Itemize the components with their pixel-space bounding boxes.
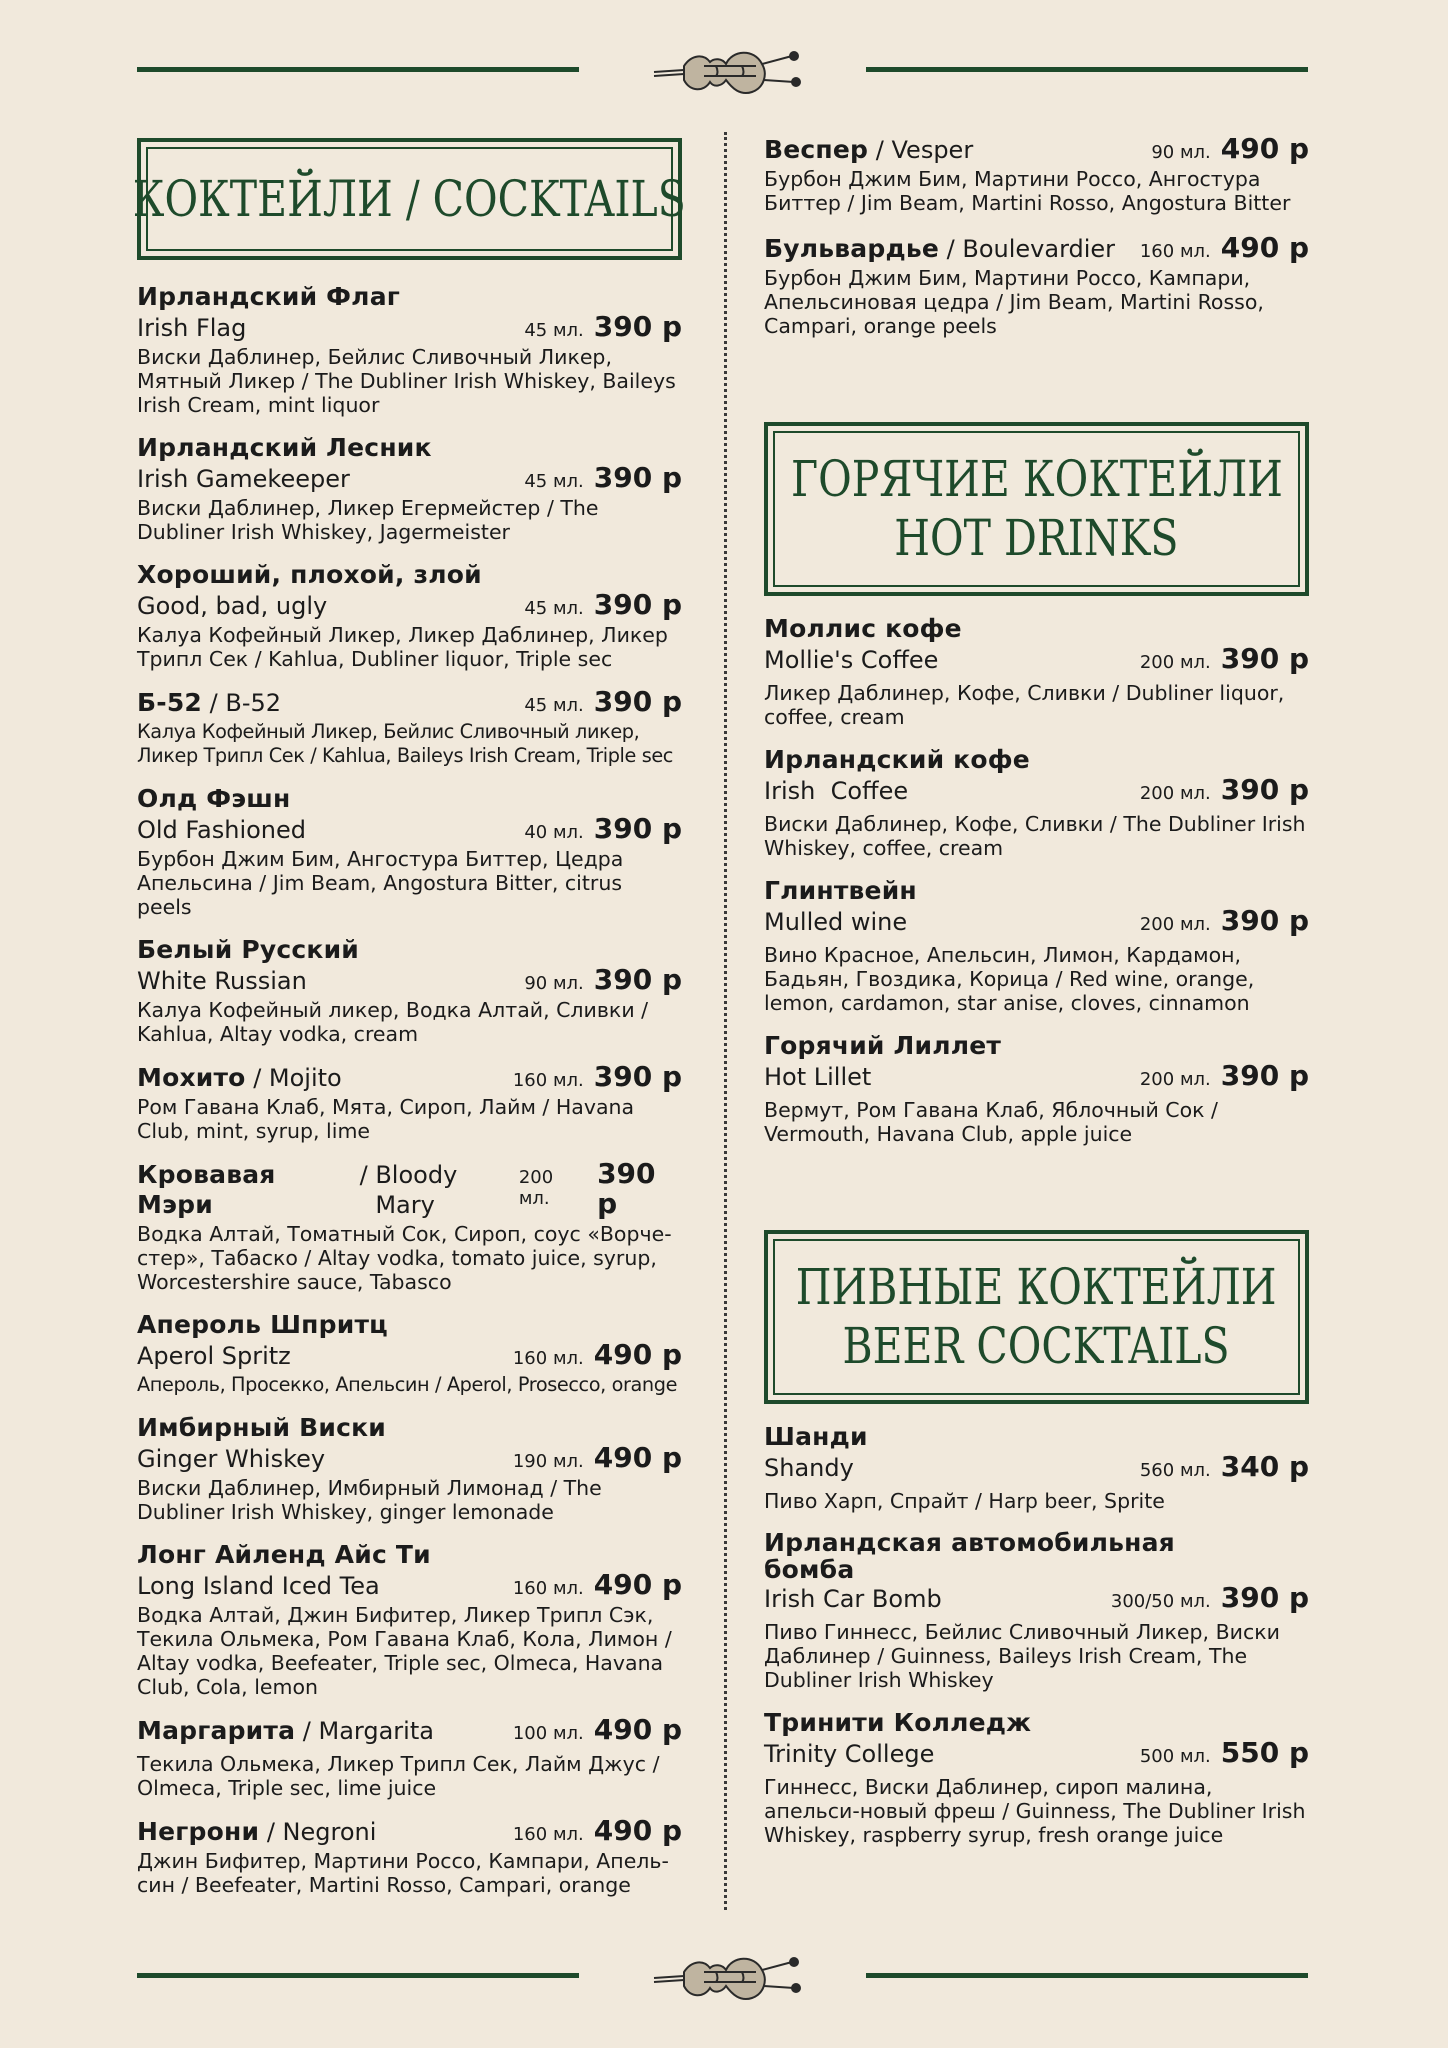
item-name-en: Mulled wine bbox=[764, 908, 908, 936]
item-volume: 190 мл. bbox=[512, 1451, 584, 1472]
item-price: 490 р bbox=[593, 1568, 682, 1601]
item-name-ru: Веспер bbox=[764, 135, 869, 164]
item-price: 390 р bbox=[1220, 904, 1309, 937]
item-description: Водка Алтай, Томатный Сок, Сироп, соус «Ворче-стер», Табаско / Altay vodka, tomato juice, syrup, Worcestershire sauce, Tabasco bbox=[137, 1222, 672, 1294]
item-price: 340 р bbox=[1220, 1450, 1309, 1483]
item-description: Виски Даблинер, Ликер Егермейстер / The Dubliner Irish Whiskey, Jagermeister bbox=[137, 496, 599, 544]
item-price: 490 р bbox=[593, 1814, 682, 1847]
item-name-ru: Апероль Шпритц bbox=[137, 1310, 388, 1339]
menu-item bbox=[137, 784, 682, 919]
bottom-rule-left bbox=[137, 1973, 579, 1978]
item-name-en: Ginger Whiskey bbox=[137, 1445, 326, 1473]
item-name-en: Irish Car Bomb bbox=[764, 1585, 942, 1613]
item-price: 490 р bbox=[1220, 231, 1309, 264]
item-name-en: Negroni bbox=[282, 1818, 377, 1846]
item-description: Виски Даблинер, Имбирный Лимонад / The Dubliner Irish Whiskey, ginger lemonade bbox=[137, 1476, 602, 1524]
hot-drinks-title-en: HOT DRINKS bbox=[894, 509, 1179, 567]
item-name-ru: Хороший, плохой, злой bbox=[137, 560, 482, 589]
item-volume: 200 мл. bbox=[1139, 914, 1211, 935]
item-price: 390 р bbox=[1220, 1059, 1309, 1092]
bottom-rule-right bbox=[866, 1973, 1308, 1978]
cocktails-title: КОКТЕЙЛИ / COCKTAILS bbox=[132, 169, 687, 228]
item-volume: 90 мл. bbox=[524, 973, 584, 994]
item-name-en: Irish Gamekeeper bbox=[137, 465, 350, 493]
menu-item bbox=[137, 433, 682, 544]
menu-item bbox=[764, 1422, 1309, 1513]
menu-item: Мохито / Mojito 160 мл. 390 р Ром Гавана Клаб, Мята, Сироп, Лайм / Havana Club, mint, syrup, lime bbox=[137, 1060, 682, 1143]
item-name-en: Margarita bbox=[318, 1717, 434, 1745]
item-description: Водка Алтай, Джин Бифитер, Ликер Трипл Сэк, Текила Ольмека, Ром Гавана Клаб, Кола, Лимон / Altay vodka, Beefeater, Triple sec, Olmeca, Havana Club, Cola, lemon bbox=[137, 1603, 672, 1699]
top-rule-left bbox=[137, 67, 579, 72]
item-name-ru: Ирландский Лесник bbox=[137, 433, 432, 462]
item-volume: 90 мл. bbox=[1151, 142, 1211, 163]
item-name-ru: Белый Русский bbox=[137, 935, 360, 964]
item-price: 390 р bbox=[597, 1157, 656, 1220]
item-description: Бурбон Джим Бим, Мартини Россо, Ангостура Биттер / Jim Beam, Martini Rosso, Angostura Bitter bbox=[764, 167, 1291, 215]
item-name-ru: Бульвардье bbox=[764, 234, 940, 263]
item-name-ru: Горячий Лиллет bbox=[764, 1031, 1002, 1060]
violin-icon bbox=[644, 36, 804, 106]
item-name-ru: Моллис кофе bbox=[764, 614, 962, 643]
item-name-en: Bloody Mary bbox=[375, 1161, 458, 1219]
item-volume: 200 мл. bbox=[1139, 1069, 1211, 1090]
item-volume: 45 мл. bbox=[524, 598, 584, 619]
item-name-en: Irish Flag bbox=[137, 314, 247, 342]
menu-item: Кровавая Мэри / Bloody Mary 200 мл. 390 р Водка Алтай, Томатный Сок, Сироп, соус «Ворче-стер», Табаско / Altay vodka, tomato juice, syrup, Worcestershire sauce, Tabasco bbox=[137, 1159, 682, 1294]
item-description: Виски Даблинер, Кофе, Сливки / The Dubliner Irish Whiskey, coffee, cream bbox=[764, 812, 1306, 860]
item-volume: 45 мл. bbox=[524, 320, 584, 341]
beer-cocktails-title-ru: ПИВНЫЕ КОКТЕЙЛИ bbox=[796, 1258, 1277, 1316]
item-volume: 300/50 мл. bbox=[1110, 1591, 1211, 1612]
beer-cocktails-header bbox=[764, 1230, 1309, 1404]
item-price: 490 р bbox=[593, 1441, 682, 1474]
item-price: 390 р bbox=[593, 812, 682, 845]
item-name-en: Vesper bbox=[891, 136, 974, 164]
item-name-en: B-52 bbox=[225, 689, 282, 717]
item-description: Пиво Харп, Спрайт / Harp beer, Sprite bbox=[764, 1489, 1165, 1513]
menu-item bbox=[764, 614, 1309, 729]
menu-item bbox=[764, 876, 1309, 1015]
violin-icon bbox=[644, 1942, 804, 2012]
item-price: 490 р bbox=[593, 1713, 682, 1746]
item-volume: 200 мл. bbox=[1139, 652, 1211, 673]
item-volume: 200 мл. bbox=[518, 1167, 554, 1209]
item-description: Бурбон Джим Бим, Ангостура Биттер, Цедра Апельсина / Jim Beam, Angostura Bitter, citrus peels bbox=[137, 847, 624, 919]
item-name-en: Shandy bbox=[764, 1454, 854, 1482]
item-name-en: Aperol Spritz bbox=[137, 1342, 291, 1370]
menu-item: Негрони / Negroni 160 мл. 490 р Джин Бифитер, Мартини Россо, Кампари, Апель-син / Beefeater, Martini Rosso, Campari, orange bbox=[137, 1814, 682, 1897]
menu-item: Веспер / Vesper 90 мл. 490 р Бурбон Джим Бим, Мартини Россо, Ангостура Биттер / Jim Beam, Martini Rosso, Angostura Bitter bbox=[764, 132, 1309, 215]
item-name-ru: Негрони bbox=[137, 1817, 260, 1846]
item-price: 390 р bbox=[593, 963, 682, 996]
item-name-ru: Имбирный Виски bbox=[137, 1413, 387, 1442]
beer-cocktails-title-en: BEER COCKTAILS bbox=[842, 1317, 1231, 1375]
menu-item bbox=[764, 1031, 1309, 1146]
right-column bbox=[764, 134, 1309, 1847]
item-description: Вермут, Ром Гавана Клаб, Яблочный Сок / Vermouth, Havana Club, apple juice bbox=[764, 1098, 1218, 1146]
menu-item bbox=[137, 1540, 682, 1699]
menu-item bbox=[764, 745, 1309, 860]
item-name-ru: Кровавая Мэри bbox=[137, 1160, 276, 1219]
item-volume: 560 мл. bbox=[1139, 1460, 1211, 1481]
top-rule-right bbox=[866, 67, 1308, 72]
item-name-ru: Тринити Колледж bbox=[764, 1708, 1032, 1737]
item-price: 490 р bbox=[593, 1338, 682, 1371]
item-description: Ликер Даблинер, Кофе, Сливки / Dubliner liquor, coffee, cream bbox=[764, 681, 1285, 729]
item-price: 390 р bbox=[593, 1060, 682, 1093]
item-description: Бурбон Джим Бим, Мартини Россо, Кампари, Апельсиновая цедра / Jim Beam, Martini Rosso, Campari, orange peels bbox=[764, 266, 1264, 338]
item-name-ru: Маргарита bbox=[137, 1716, 296, 1745]
menu-item bbox=[137, 560, 682, 671]
item-description: Вино Красное, Апельсин, Лимон, Кардамон, Бадьян, Гвоздика, Корица / Red wine, orange, lemon, cardamon, star anise, cloves, cinnamon bbox=[764, 943, 1255, 1015]
item-volume: 45 мл. bbox=[524, 471, 584, 492]
item-price: 390 р bbox=[1220, 773, 1309, 806]
item-price: 490 р bbox=[1220, 132, 1309, 165]
item-name-en: Hot Lillet bbox=[764, 1063, 872, 1091]
item-name-en: Irish Coffee bbox=[764, 777, 909, 805]
item-name-en: Good, bad, ugly bbox=[137, 592, 328, 620]
item-description: Апероль, Просекко, Апельсин / Aperol, Prosecco, orange bbox=[137, 1373, 678, 1396]
item-name-ru: Олд Фэшн bbox=[137, 784, 291, 813]
item-volume: 160 мл. bbox=[512, 1578, 584, 1599]
item-volume: 160 мл. bbox=[1139, 241, 1211, 262]
menu-item: Б-52 / B-52 45 мл. 390 р Калуа Кофейный Ликер, Бейлис Сливочный ликер, Ликер Трипл Сек / Kahlua, Baileys Irish Cream, Triple sec bbox=[137, 685, 682, 767]
item-name-en: Mollie's Coffee bbox=[764, 646, 939, 674]
menu-item: Маргарита / Margarita 100 мл. 490 р Текила Ольмека, Ликер Трипл Сек, Лайм Джус / Olmeca, Triple sec, lime juice bbox=[137, 1713, 682, 1800]
item-price: 390 р bbox=[593, 310, 682, 343]
item-name-en: Long Island Iced Tea bbox=[137, 1572, 380, 1600]
item-name-en: White Russian bbox=[137, 967, 307, 995]
item-volume: 160 мл. bbox=[512, 1070, 584, 1091]
hot-drinks-header bbox=[764, 422, 1309, 596]
item-description: Текила Ольмека, Ликер Трипл Сек, Лайм Джус / Olmeca, Triple sec, lime juice bbox=[137, 1752, 660, 1800]
item-name-ru: Ирландский кофе bbox=[764, 745, 1030, 774]
item-price: 390 р bbox=[593, 588, 682, 621]
menu-item bbox=[764, 1708, 1309, 1847]
item-name-ru: Б-52 bbox=[137, 688, 203, 717]
item-volume: 200 мл. bbox=[1139, 783, 1211, 804]
item-name-en: Mojito bbox=[268, 1064, 342, 1092]
item-volume: 45 мл. bbox=[524, 695, 584, 716]
menu-item bbox=[137, 1413, 682, 1524]
item-name-ru: Ирландская автомобильная бомба bbox=[764, 1528, 1175, 1584]
item-name-en: Trinity College bbox=[764, 1740, 935, 1768]
column-divider bbox=[724, 132, 727, 1910]
item-volume: 500 мл. bbox=[1139, 1746, 1211, 1767]
item-name-en: Old Fashioned bbox=[137, 816, 307, 844]
menu-item: Бульвардье / Boulevardier 160 мл. 490 р Бурбон Джим Бим, Мартини Россо, Кампари, Апельсиновая цедра / Jim Beam, Martini Rosso, Campari, orange peels bbox=[764, 231, 1309, 338]
menu-item bbox=[137, 1310, 682, 1397]
item-price: 550 р bbox=[1220, 1736, 1309, 1769]
item-volume: 160 мл. bbox=[512, 1824, 584, 1845]
menu-item bbox=[137, 935, 682, 1046]
item-name-ru: Глинтвейн bbox=[764, 876, 917, 905]
item-name-ru: Лонг Айленд Айс Ти bbox=[137, 1540, 431, 1569]
item-price: 390 р bbox=[1220, 1581, 1309, 1614]
item-name-en: Boulevardier bbox=[962, 235, 1116, 263]
item-name-ru: Шанди bbox=[764, 1422, 868, 1451]
item-price: 390 р bbox=[593, 461, 682, 494]
item-description: Виски Даблинер, Бейлис Сливочный Ликер, Мятный Ликер / The Dubliner Irish Whiskey, Baileys Irish Cream, mint liquor bbox=[137, 345, 676, 417]
item-name-ru: Мохито bbox=[137, 1063, 246, 1092]
cocktails-header bbox=[132, 138, 687, 260]
item-volume: 100 мл. bbox=[512, 1723, 584, 1744]
left-column bbox=[132, 138, 687, 1897]
item-volume: 160 мл. bbox=[512, 1348, 584, 1369]
item-description: Калуа Кофейный Ликер, Ликер Даблинер, Ликер Трипл Сек / Kahlua, Dubliner liquor, Triple sec bbox=[137, 623, 668, 671]
menu-item bbox=[764, 1529, 1309, 1692]
item-price: 390 р bbox=[1220, 642, 1309, 675]
item-description: Джин Бифитер, Мартини Россо, Кампари, Апель-син / Beefeater, Martini Rosso, Campari, orange bbox=[137, 1849, 669, 1897]
menu-item bbox=[137, 282, 682, 417]
item-description: Пиво Гиннесс, Бейлис Сливочный Ликер, Виски Даблинер / Guinness, Baileys Irish Cream, The Dubliner Irish Whiskey bbox=[764, 1620, 1280, 1692]
hot-drinks-title-ru: ГОРЯЧИЕ КОКТЕЙЛИ bbox=[790, 450, 1283, 508]
item-price: 390 р bbox=[593, 685, 682, 718]
item-volume: 40 мл. bbox=[524, 822, 584, 843]
item-name-ru: Ирландский Флаг bbox=[137, 282, 401, 311]
item-description: Ром Гавана Клаб, Мята, Сироп, Лайм / Havana Club, mint, syrup, lime bbox=[137, 1095, 635, 1143]
item-description: Калуа Кофейный Ликер, Бейлис Сливочный ликер, Ликер Трипл Сек / Kahlua, Baileys Irish Cream, Triple sec bbox=[137, 720, 674, 767]
item-description: Гиннесс, Виски Даблинер, сироп малина, апельси-новый фреш / Guinness, The Dubliner Irish Whiskey, raspberry syrup, fresh orange juice bbox=[764, 1775, 1306, 1847]
item-description: Калуа Кофейный ликер, Водка Алтай, Сливки / Kahlua, Altay vodka, cream bbox=[137, 998, 649, 1046]
